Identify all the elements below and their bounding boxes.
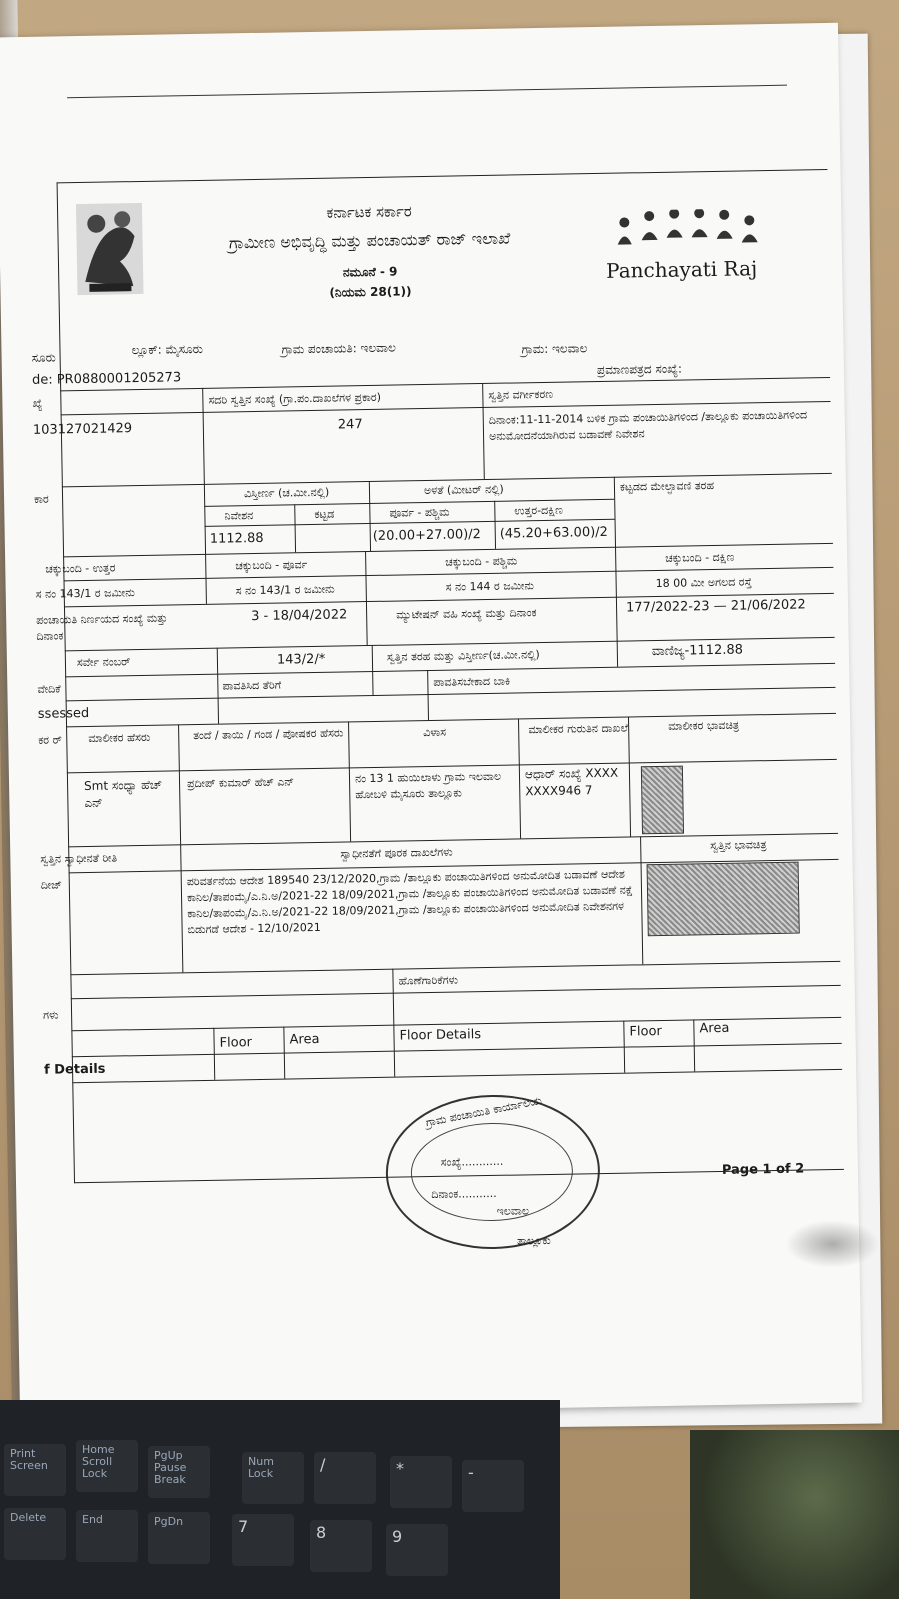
boundary-north-header: ಚಕ್ಕುಬಂದಿ - ಉತ್ತರ — [45, 561, 116, 576]
key-8[interactable]: 8 — [310, 1520, 372, 1572]
district-label: ಸೂರು — [31, 350, 56, 365]
resolution-label: ಪಂಚಾಯತಿ ನಿರ್ಣಯದ ಸಂಖ್ಯೆ ಮತ್ತು ದಿನಾಂಕ — [36, 611, 168, 643]
panchayati-raj-text: Panchayati Raj — [605, 256, 758, 283]
header-rule: (ನಿಯಮ 28(1)) — [329, 284, 412, 300]
key-end[interactable]: End — [76, 1510, 138, 1562]
survey-label: ಸರ್ವೇ ನಂಬರ್ — [76, 655, 131, 670]
key-print-screen[interactable]: Print Screen — [4, 1444, 66, 1496]
seal-place: ಇಲವಾಲ — [496, 1204, 530, 1218]
header-form: ನಮೂನೆ - 9 — [342, 264, 398, 280]
possession-label: ಸ್ವತ್ತಿನ ಸ್ವಾಧೀನತೆ ರೀತಿ — [40, 851, 118, 866]
document-page — [0, 23, 862, 1417]
owner-name-header: ಮಾಲೀಕರ ಹೆಸರು — [88, 730, 151, 745]
north-south-header: ಉತ್ತರ-ದಕ್ಷಿಣ — [514, 503, 563, 518]
page-top-line — [67, 85, 787, 99]
east-west-value: (20.00+27.00)/2 — [372, 527, 482, 544]
key-num-lock[interactable]: Num Lock — [242, 1452, 304, 1504]
liabilities-header: ಹೊಣೆಗಾರಿಕೆಗಳು — [398, 973, 459, 988]
floor-header-1: Floor — [219, 1035, 253, 1051]
header-department: ಗ್ರಾಮೀಣ ಅಭಿವೃದ್ಧಿ ಮತ್ತು ಪಂಚಾಯತ್ ರಾಜ್ ಇಲಾಖೆ — [228, 228, 511, 253]
supporting-docs-header: ಸ್ವಾಧೀನತೆಗೆ ಪೂರಕ ದಾಖಲೆಗಳು — [340, 845, 453, 861]
owner-photo-header: ಮಾಲೀಕರ ಭಾವಚಿತ್ರ — [668, 718, 740, 733]
header-government: ಕರ್ನಾಟಕ ಸರ್ಕಾರ — [326, 202, 412, 222]
property-number-header: ಸದರಿ ಸ್ವತ್ತಿನ ಸಂಖ್ಯೆ (ಗ್ರಾ.ಪಂ.ದಾಖಲೆಗಳ ಪ್ರಕಾರ) — [208, 390, 382, 407]
survey-value: 143/2/* — [276, 651, 326, 668]
boundary-north-value: ಸ ನಂ 143/1 ರ ಜಮೀನು — [35, 586, 135, 601]
father-name-header: ತಂದೆ / ತಾಯಿ / ಗಂಡ / ಪೋಷಕರ ಹೆಸರು — [193, 726, 344, 743]
possession-value: ದೀಜ್ — [40, 878, 63, 892]
key-minus[interactable]: - — [462, 1460, 524, 1512]
form9-document — [31, 169, 846, 1248]
property-class-header: ಸ್ವತ್ತಿನ ವರ್ಗೀಕರಣ — [488, 387, 554, 402]
boundary-west-header: ಚಕ್ಕುಬಂದಿ - ಪಶ್ಚಿಮ — [445, 554, 518, 569]
property-id-header: ಖ್ಯೆ — [32, 396, 43, 410]
key-divide[interactable]: / — [314, 1452, 376, 1504]
tax-row-label: ವೇದಿಕೆ — [37, 682, 61, 696]
area-header-1: Area — [289, 1031, 320, 1048]
key-scroll-lock[interactable]: Home Scroll Lock — [76, 1440, 138, 1492]
seal-taluk: ತಾಲ್ಲೂಕು — [516, 1233, 551, 1248]
boundary-south-header: ಚಕ್ಕುಬಂದಿ - ದಕ್ಷಿಣ — [665, 550, 735, 565]
owner-id-header: ಮಾಲೀಕರ ಗುರುತಿನ ದಾಖಲೆ — [528, 721, 629, 737]
village-label: ಗ್ರಾಮ: ಇಲವಾಲ — [521, 341, 588, 357]
plant-corner — [690, 1430, 899, 1599]
page-number: Page 1 of 2 — [721, 1161, 805, 1178]
seal-ring-text: ಗ್ರಾಮ ಪಂಚಾಯಿತಿ ಕಾರ್ಯಾಲಯ — [424, 1093, 543, 1130]
address-header: ವಿಳಾಸ — [423, 725, 447, 740]
tax-paid-label: ಪಾವತಿಸಿದ ತೆರಿಗೆ — [222, 678, 282, 693]
area-header-2: Area — [699, 1020, 730, 1037]
owner-id-value: ಆಧಾರ್ ಸಂಖ್ಯೆ XXXXXXXX946 7 — [524, 765, 619, 799]
owner-row-label: ಕರ ರ್ — [38, 733, 63, 747]
gp-label: ಗ್ರಾಮ ಪಂಚಾಯತಿ: ಇಲವಾಲ — [281, 340, 396, 357]
type-label: ಕಾರ — [33, 492, 49, 506]
mutation-label: ಮ್ಯುಟೇಷನ್ ವಹಿ ಸಂಖ್ಯೆ ಮತ್ತು ದಿನಾಂಕ — [396, 606, 537, 622]
property-code: de: PR0880001205273 — [31, 370, 182, 388]
seal-number: ಸಂಖ್ಯೆ............ — [440, 1154, 504, 1169]
owner-address-value: ನಂ 13 1 ಹುಯಿಲಾಳು ಗ್ರಾಮ ಇಲವಾಲ ಹೋಬಳಿ ಮೈಸೂರು ತಾಲ್ಲೂಕು — [354, 769, 502, 802]
mutation-value: 177/2022-23 — 21/06/2022 — [625, 597, 806, 616]
key-page-down[interactable]: PgDn — [148, 1512, 210, 1564]
smudge — [785, 1220, 880, 1268]
roof-type-header: ಕಟ್ಟಡದ ಮೇಲ್ಛಾವಣಿ ತರಹ — [619, 478, 715, 494]
boundary-west-value: ಸ ನಂ 144 ರ ಜಮೀನು — [445, 579, 535, 594]
key-7[interactable]: 7 — [232, 1514, 294, 1566]
site-area-value: 1112.88 — [209, 530, 264, 547]
east-west-header: ಪೂರ್ವ - ಪಶ್ಚಿಮ — [389, 505, 450, 520]
floor-details-label: f Details — [43, 1061, 106, 1078]
north-south-value: (45.20+63.00)/2 — [499, 524, 609, 542]
boundary-east-value: ಸ ನಂ 143/1 ರ ಜಮೀನು — [235, 582, 335, 598]
property-photo-header: ಸ್ವತ್ತಿನ ಭಾವಚಿತ್ರ — [710, 838, 767, 853]
owner-name-value: Smt ಸಂಧ್ಯಾ ಹೆಚ್ ಎನ್ — [83, 777, 163, 811]
assessed-label: ssessed — [37, 705, 90, 722]
key-9[interactable]: 9 — [386, 1524, 448, 1576]
property-number-value: 247 — [337, 417, 363, 433]
liabilities-label: ಗಳು — [42, 1008, 59, 1022]
boundary-south-value: 18 00 ಮೀ ಅಗಲದ ರಸ್ತೆ — [655, 575, 752, 591]
certificate-number-label: ಪ್ರಮಾಣಪತ್ರದ ಸಂಖ್ಯೆ: — [596, 361, 683, 378]
tax-due-label: ಪಾವತಿಸಬೇಕಾದ ಬಾಕಿ — [433, 674, 511, 689]
owner-photo — [641, 766, 684, 835]
property-photo — [647, 862, 800, 937]
seal-date: ದಿನಾಂಕ........... — [431, 1186, 497, 1202]
property-id-value: 103127021429 — [32, 421, 133, 438]
karnataka-emblem-icon — [74, 201, 146, 297]
boundary-east-header: ಚಕ್ಕುಬಂದಿ - ಪೂರ್ವ — [235, 558, 308, 573]
key-delete[interactable]: Delete — [4, 1508, 66, 1560]
father-name-value: ಪ್ರದೀಪ್ ಕುಮಾರ್ ಹೆಚ್ ಎನ್ — [186, 775, 295, 791]
key-multiply[interactable]: * — [390, 1456, 452, 1508]
taluk-label: ಲ್ಲೂಕ್: ಮೈಸೂರು — [131, 341, 203, 358]
key-pause-break[interactable]: PgUp Pause Break — [148, 1446, 210, 1498]
property-type-value: ವಾಣಿಜ್ಯ-1112.88 — [651, 642, 744, 660]
property-type-label: ಸ್ವತ್ತಿನ ತರಹ ಮತ್ತು ವಿಸ್ತೀರ್ಣ(ಚ.ಮೀ.ನಲ್ಲಿ) — [386, 648, 540, 664]
area-header: ವಿಸ್ತೀರ್ಣ (ಚ.ಮೀ.ನಲ್ಲಿ) — [243, 485, 330, 501]
floor-details-header: Floor Details — [399, 1027, 482, 1044]
resolution-value: 3 - 18/04/2022 — [251, 607, 348, 625]
floor-header-2: Floor — [629, 1023, 662, 1040]
keyboard — [0, 1400, 560, 1599]
site-header: ನಿವೇಶನ — [224, 509, 254, 523]
building-header: ಕಟ್ಟಡ — [314, 507, 335, 521]
dimension-header: ಅಳತೆ (ಮೀಟರ್ ನಲ್ಲಿ) — [423, 482, 504, 498]
supporting-docs-value: ಪರಿವರ್ತನೆಯ ಆದೇಶ 189540 23/12/2020,ಗ್ರಾಮ /ತಾಲ್ಲೂಕು ಪಂಚಾಯಿತಿಗಳಿಂದ ಅನುಮೋದಿತ ಬಡಾವಣೆ ಆದೇಶ ಕಾನಿಲ/ತಾಪಂಮೈ/ಎ.ನಿ.ಅ/2021-22 18/09/2021,ಗ್ರಾಮ /ತಾಲ್ಲೂಕು ಪಂಚಾಯಿತಿಗಳಿಂದ ಅನುಮೋದಿತ ಬಡಾವಣೆ ನಕ್ಷೆ ಕಾನಿಲ/ತಾಪಂಮೈ/ಎ.ನಿ.ಅ/2021-22 18/09/2021,ಗ್ರಾಮ /ತಾಲ್ಲೂಕು ಪಂಚಾಯಿತಿಗಳಿಂದ ಅನುಮೋದಿತ ನಿವೇಶನಗಳ ಬಿಡುಗಡೆ ಆದೇಶ - 12/10/2021 — [186, 867, 634, 937]
property-class-value: ದಿನಾಂಕ:11-11-2014 ಬಳಿಕ ಗ್ರಾಮ ಪಂಚಾಯಿತಿಗಳಿಂದ /ತಾಲ್ಲೂಕು ಪಂಚಾಯಿತಿಗಳಿಂದ ಅನುಮೋದನೆಯಾಗಿರುವ ಬಡಾವಣೆ ನಿವೇಶನ — [488, 408, 808, 443]
